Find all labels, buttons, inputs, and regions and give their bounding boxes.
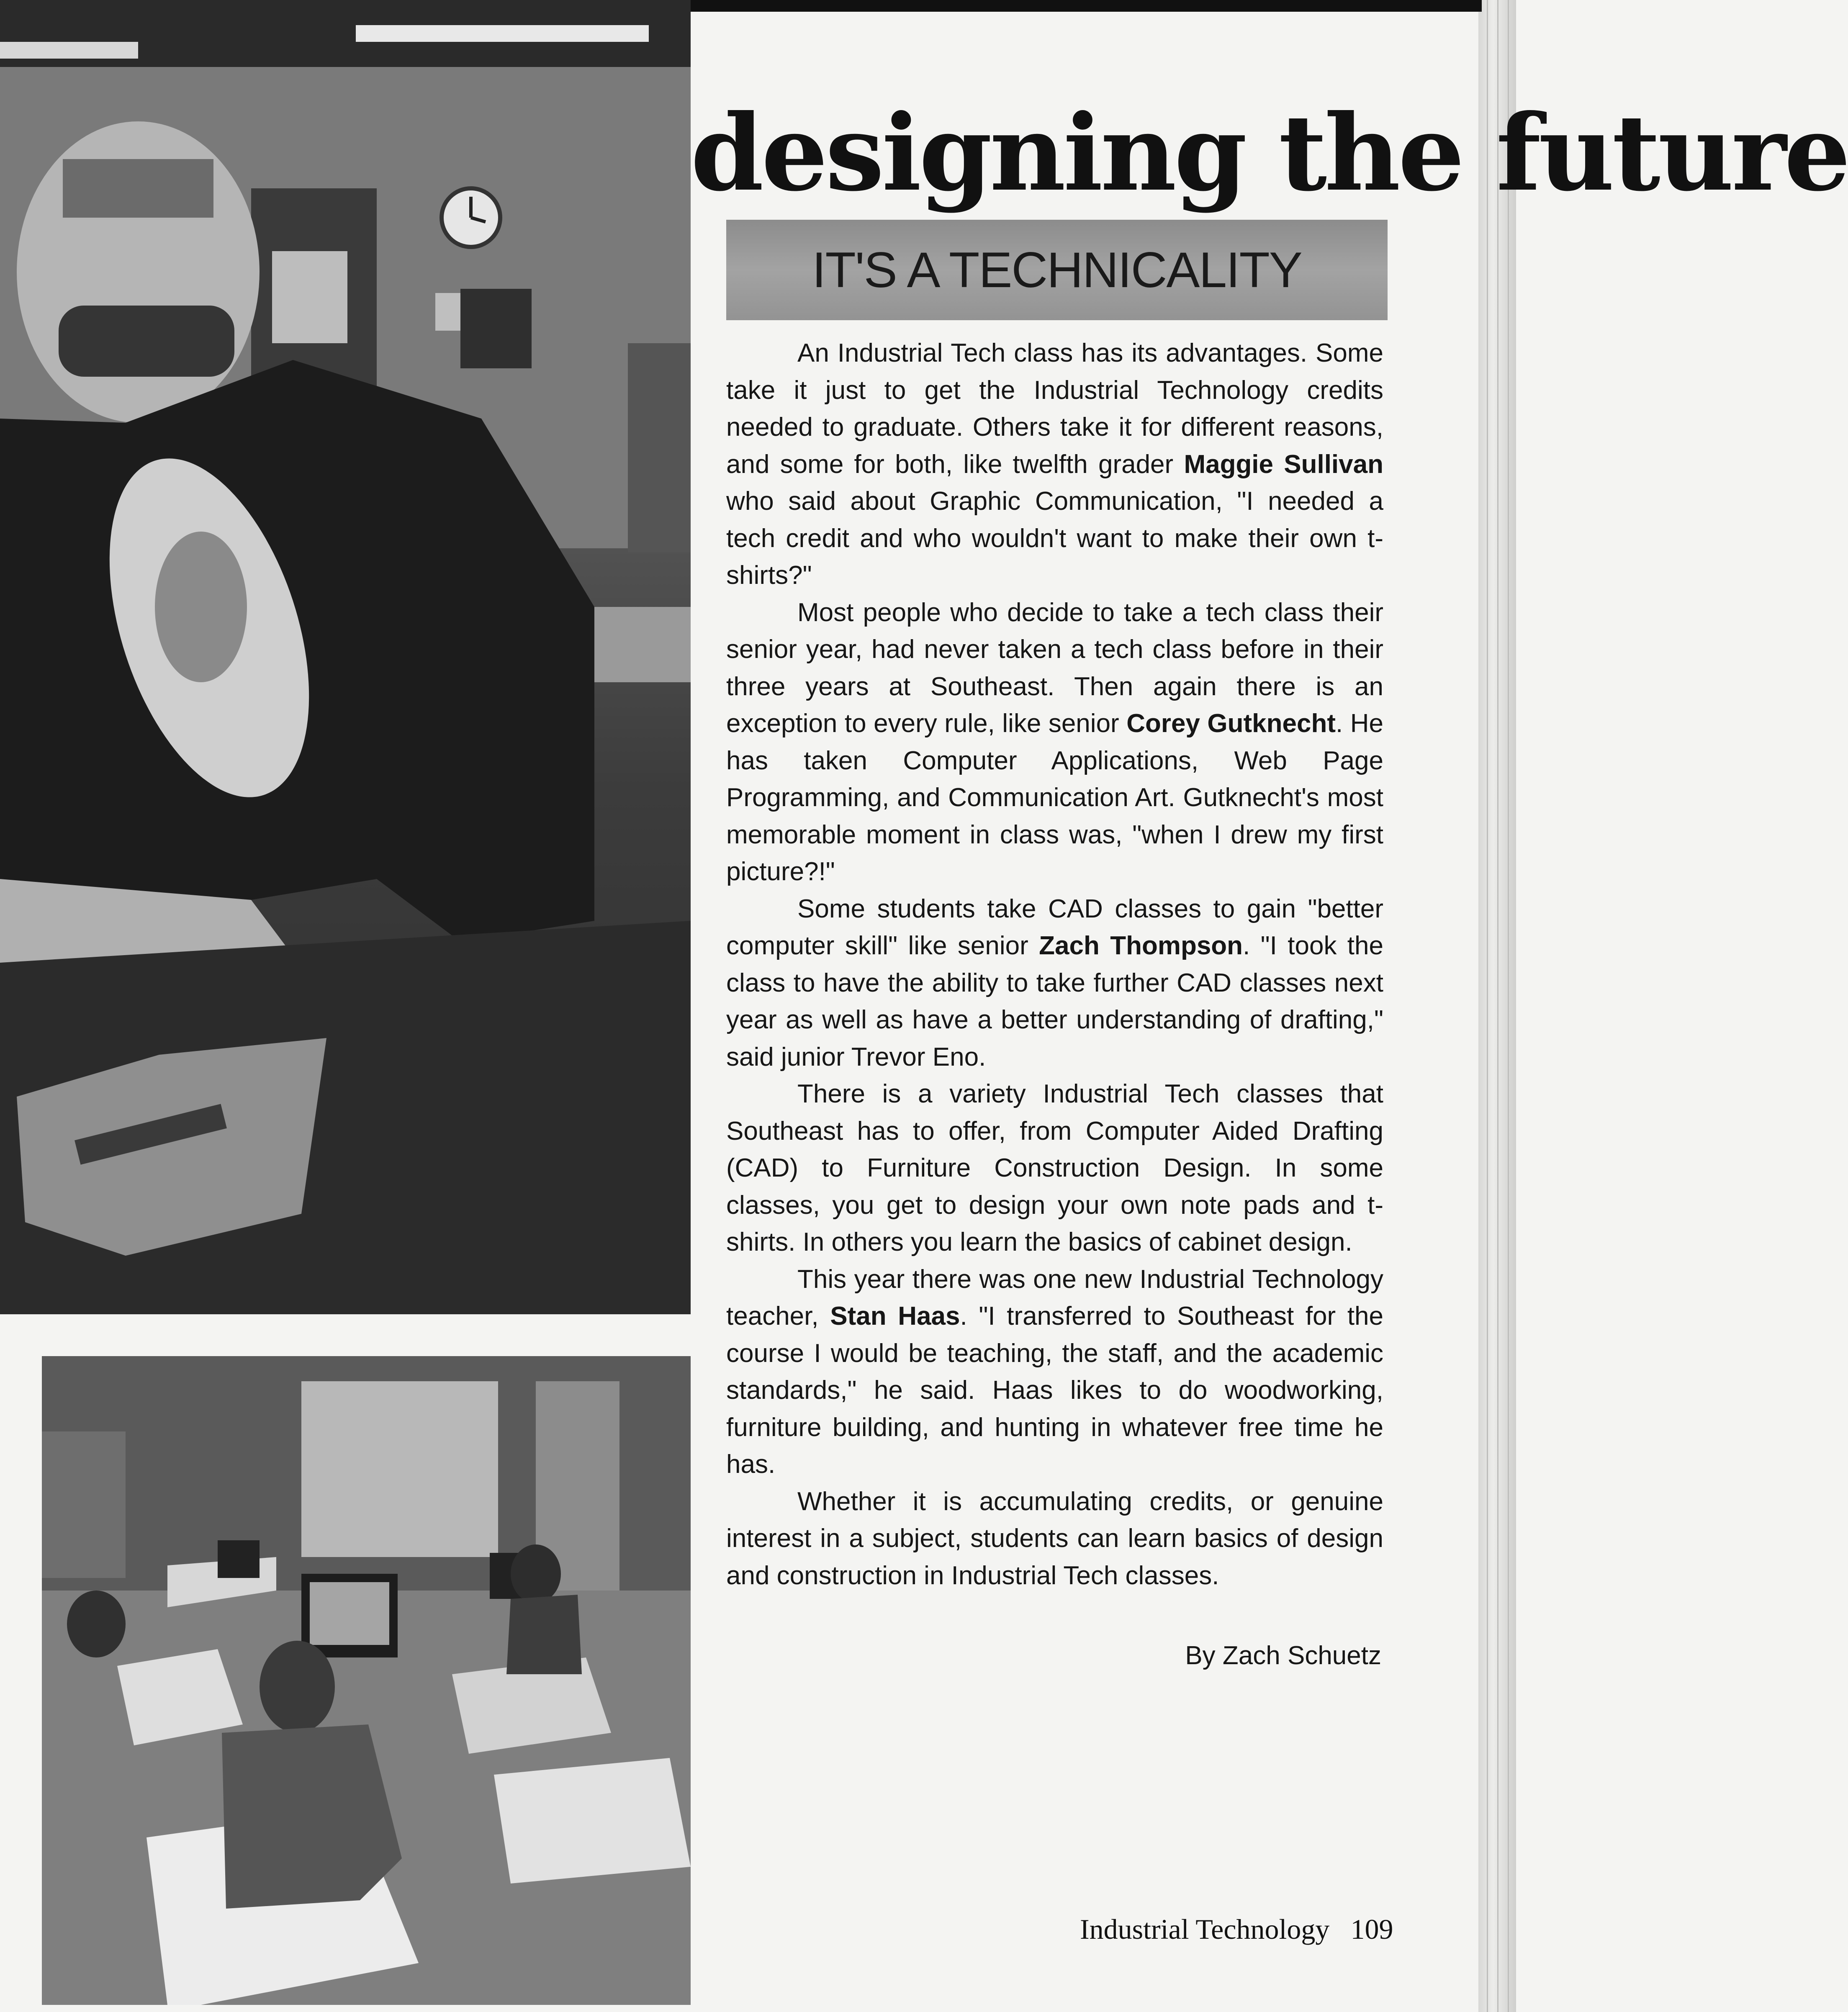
article-paragraph: This year there was one new Industrial Technology teacher, Stan Haas. "I transferred to Southeast for the course I would be teaching, the staff, and the academic standards," he said. Haas likes to do woodworking, furniture building, and hunting in whatever free time he has. xyxy=(726,1264,1384,1479)
article-paragraph: Whether it is accumulating credits, or genuine interest in a subject, students can learn basics of design and construction in Industrial Tech classes. xyxy=(726,1487,1383,1590)
student-name: Maggie Sullivan xyxy=(1184,450,1383,479)
headline: designing the future xyxy=(691,91,1848,214)
student-name: Zach Thompson xyxy=(1039,931,1243,960)
teacher-name: Stan Haas xyxy=(830,1302,960,1331)
article-paragraph: There is a variety Industrial Tech classes that Southeast has to offer, from Computer Aided Drafting (CAD) to Furniture Construction Design. In some classes, you get to design your own note pads and t-shirts. In others you learn the basics of cabinet design. xyxy=(726,1079,1383,1257)
article-paragraph: An Industrial Tech class has its advantages. Some take it just to get the Industrial Technology credits needed to graduate. Others take it for different reasons, and some for both, like twelfth grader Maggie Sullivan who said about Graphic Communication, "I needed a tech credit and who wouldn't want to make their own t-shirts?" xyxy=(726,339,1383,590)
student-name: Corey Gutknecht xyxy=(1126,709,1336,738)
page-footer xyxy=(1080,1913,1393,1946)
article-paragraph: Some students take CAD classes to gain "better computer skill" like senior Zach Thompson. "I took the class to have the ability to take further CAD classes next year as well as have a better understanding of drafting," said junior Trevor Eno. xyxy=(726,894,1383,1072)
computer-lab-photo xyxy=(42,1356,691,2005)
article-body xyxy=(726,335,1383,1594)
page-number: 109 xyxy=(1350,1913,1393,1945)
subhead-text: IT'S A TECHNICALITY xyxy=(812,242,1302,298)
byline: By Zach Schuetz xyxy=(1185,1641,1381,1670)
section-name: Industrial Technology xyxy=(1080,1913,1330,1945)
student-woodworking-photo xyxy=(0,0,691,1314)
computer-lab-illustration xyxy=(42,1356,691,2005)
subhead-banner xyxy=(726,220,1388,320)
top-rule xyxy=(686,0,1482,12)
page-edge xyxy=(1478,0,1516,2012)
article-paragraph: Most people who decide to take a tech class their senior year, had never taken a tech class before in their three years at Southeast. Then again there is an exception to every rule, like senior Corey Gutknecht. He has taken Computer Applications, Web Page Programming, and Communication Art. Gutknecht's most memorable moment in class was, "when I drew my first picture?!" xyxy=(726,598,1383,886)
student-woodworking-illustration xyxy=(0,0,691,1314)
